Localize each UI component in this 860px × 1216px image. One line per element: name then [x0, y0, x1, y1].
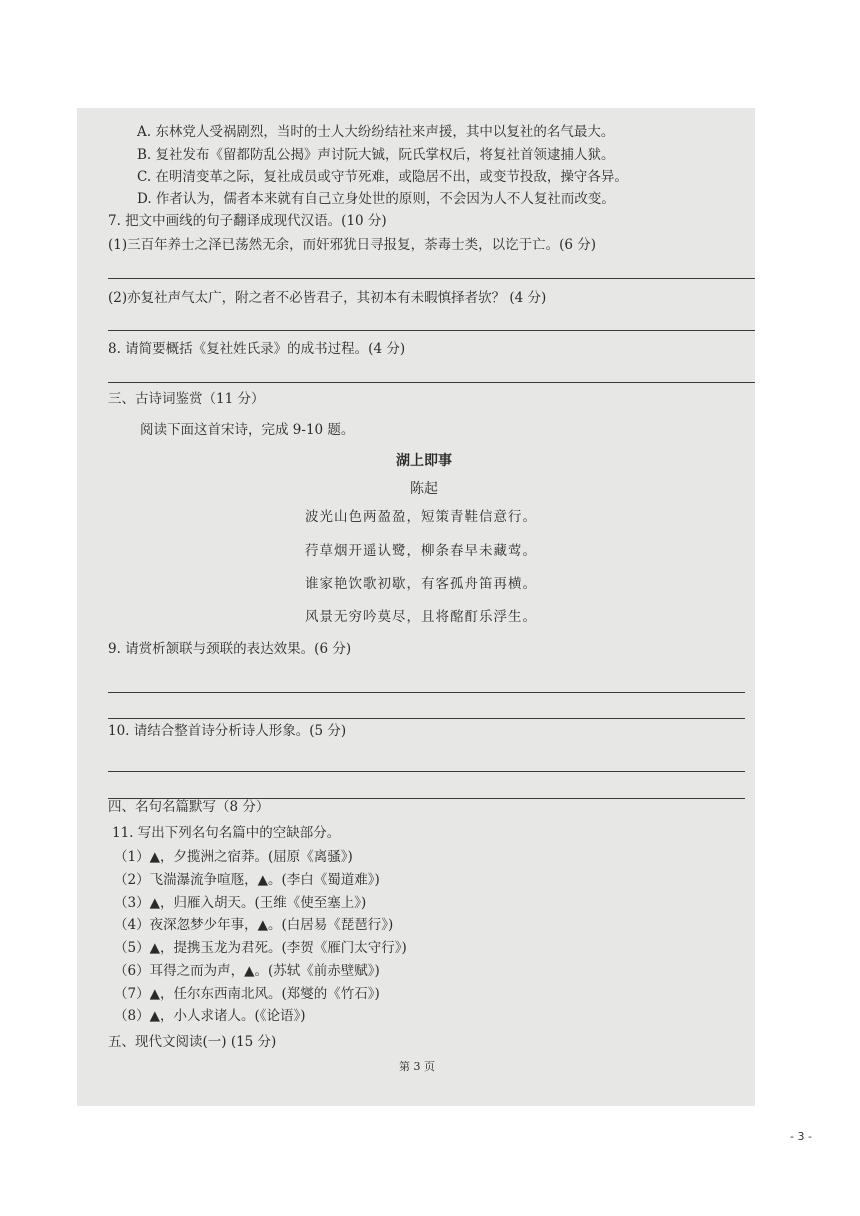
section4-heading: 四、名句名篇默写（8 分） — [108, 799, 270, 815]
scanned-exam-page — [77, 108, 755, 1106]
answer-line — [108, 382, 755, 383]
poem-line-4: 风景无穷吟莫尽，且将酩酊乐浮生。 — [305, 609, 537, 625]
q8-stem: 8. 请简要概括《复社姓氏录》的成书过程。(4 分) — [108, 341, 406, 357]
q7-stem: 7. 把文中画线的句子翻译成现代汉语。(10 分) — [108, 213, 387, 229]
answer-line — [108, 330, 755, 331]
poem-title: 湖上即事 — [396, 453, 452, 469]
q6-option-b: B. 复社发布《留都防乱公揭》声讨阮大铖，阮氏掌权后，将复社首领逮捕人狱。 — [137, 147, 615, 163]
q10-stem: 10. 请结合整首诗分析诗人形象。(5 分) — [108, 723, 347, 739]
q11-item-3: （3）▲，归雁入胡天。(王维《使至塞上》) — [114, 895, 367, 911]
answer-line — [108, 771, 745, 772]
outer-page-number: - 3 - — [790, 1130, 812, 1143]
q11-item-2: （2）飞湍瀑流争喧豗，▲。(李白《蜀道难》) — [114, 872, 380, 888]
section3-instruction: 阅读下面这首宋诗，完成 9-10 题。 — [140, 422, 355, 438]
q11-item-6: （6）耳得之而为声，▲。(苏轼《前赤壁赋》) — [114, 963, 380, 979]
answer-line — [108, 718, 745, 719]
poem-line-3: 谁家艳饮歌初歇，有客孤舟笛再横。 — [305, 576, 537, 592]
inner-page-number: 第 3 页 — [399, 1060, 435, 1073]
q7-sub1: (1)三百年养士之泽已荡然无余，而奸邪犹日寻报复，荼毒士类，以讫于亡。(6 分) — [108, 237, 597, 253]
poem-author: 陈起 — [410, 481, 438, 497]
q11-item-7: （7）▲，任尔东西南北风。(郑燮的《竹石》) — [114, 986, 380, 1002]
q7-sub2: (2)亦复社声气太广，附之者不必皆君子，其初本有未暇慎择者欤？ (4 分) — [108, 290, 547, 306]
poem-line-1: 波光山色两盈盈，短策青鞋信意行。 — [305, 509, 537, 525]
q6-option-d: D. 作者认为，儒者本来就有自己立身处世的原则，不会因为人不人复社而改变。 — [137, 191, 615, 207]
section5-heading: 五、现代文阅读(一) (15 分) — [108, 1034, 277, 1050]
q9-stem: 9. 请赏析颔联与颈联的表达效果。(6 分) — [108, 641, 352, 657]
q11-stem: 11. 写出下列名句名篇中的空缺部分。 — [112, 825, 341, 841]
q11-item-1: （1）▲，夕揽洲之宿莽。(屈原《离骚》) — [114, 849, 353, 865]
section3-heading: 三、古诗词鉴赏（11 分） — [108, 391, 265, 407]
q6-option-c: C. 在明清变革之际，复社成员或守节死难，或隐居不出，或变节投敌，操守各异。 — [137, 169, 628, 185]
poem-line-2: 荇草烟开遥认鹭，柳条春早未藏莺。 — [305, 543, 537, 559]
answer-line — [108, 278, 755, 279]
q11-item-4: （4）夜深忽梦少年事，▲。(白居易《琵琶行》) — [114, 917, 394, 933]
q11-item-8: （8）▲，小人求诸人。(《论语》) — [114, 1008, 306, 1024]
answer-line — [108, 692, 745, 693]
q6-option-a: A. 东林党人受祸剧烈，当时的士人大纷纷结社来声援，其中以复社的名气最大。 — [137, 124, 615, 140]
q11-item-5: （5）▲，提携玉龙为君死。(李贺《雁门太守行》) — [114, 940, 407, 956]
